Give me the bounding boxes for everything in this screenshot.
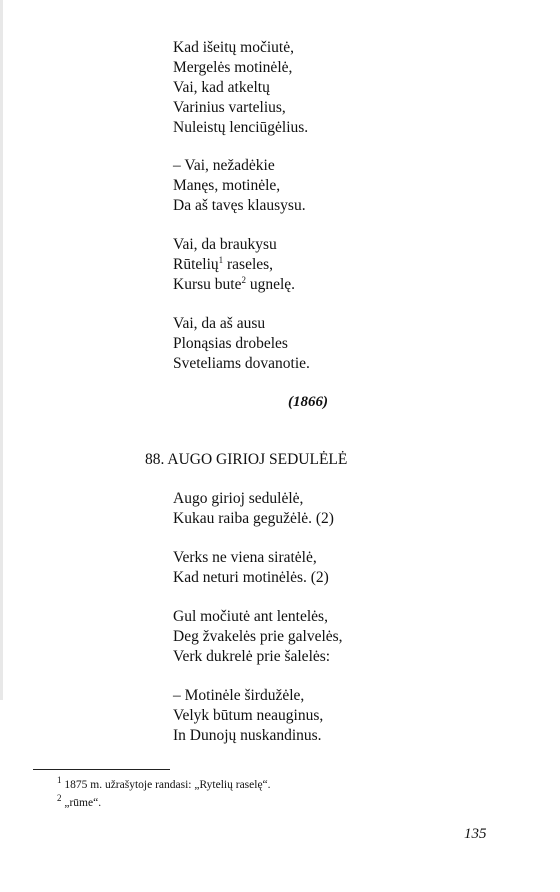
verse-line-with-footnote (173, 275, 295, 295)
footnote-divider (33, 769, 170, 770)
poem88-stanza-4 (173, 686, 323, 746)
verse-line: Da aš tavęs klausysu. (173, 197, 306, 214)
poem88-stanza-3 (173, 607, 343, 667)
verse-line: Deg žvakelės prie galvelės, (173, 628, 343, 645)
verse-line: – Motinėle širdužėle, (173, 687, 305, 704)
verse-line: Vai, da aš ausu (173, 315, 266, 332)
verse-line: Vai, da braukysu (173, 236, 277, 253)
verse-line: Augo girioj sedulėlė, (173, 490, 304, 507)
poem88-stanza-1 (173, 489, 334, 529)
stanza-4 (173, 314, 310, 374)
stanza-1 (173, 38, 308, 138)
verse-text: Rūtelių (173, 256, 219, 273)
verse-line-with-footnote (173, 255, 295, 275)
page-gutter-shadow (0, 0, 3, 700)
verse-line: Kad neturi motinėlės. (2) (173, 569, 329, 586)
stanza-2 (173, 156, 306, 216)
poem88-stanza-2 (173, 548, 329, 588)
verse-line: In Dunojų nuskandinus. (173, 727, 322, 744)
footnote-number: 1 (57, 775, 62, 786)
verse-line: Varinius vartelius, (173, 99, 286, 116)
verse-line: Verk dukrelė prie šalelės: (173, 648, 331, 665)
footnote-1 (57, 775, 271, 791)
verse-line: Nuleistų lenciūgėlius. (173, 119, 309, 136)
footnote-number: 2 (57, 793, 62, 804)
verse-line: Manęs, motinėle, (173, 177, 281, 194)
verse-line: Sveteliams dovanotie. (173, 355, 310, 372)
verse-line: Verks ne viena siratėlė, (173, 549, 317, 566)
page-number: 135 (464, 826, 487, 842)
poem-heading: 88. AUGO GIRIOJ SEDULĖLĖ (145, 451, 348, 468)
verse-text: Kursu bute (173, 276, 242, 293)
verse-line: – Vai, nežadėkie (173, 157, 275, 174)
verse-line: Gul močiutė ant lentelės, (173, 608, 328, 625)
poem-date: (1866) (288, 394, 328, 410)
verse-line: Kad išeitų močiutė, (173, 39, 294, 56)
verse-line: Plonąsias drobeles (173, 335, 288, 352)
stanza-3 (173, 235, 295, 295)
verse-line: Vai, kad atkeltų (173, 79, 270, 96)
footnote-marker-2[interactable]: 2 (241, 274, 246, 285)
footnote-text: „rūme“. (64, 797, 102, 809)
footnote-2 (57, 793, 102, 809)
verse-line: Velyk būtum neauginus, (173, 707, 324, 724)
footnote-marker-1[interactable]: 1 (218, 254, 224, 265)
verse-text: raseles, (227, 256, 274, 273)
verse-text: ugnelę. (249, 276, 296, 293)
verse-line: Mergelės motinėlė, (173, 59, 293, 76)
footnote-text: 1875 m. užrašytoje randasi: „Rytelių raselę“. (64, 779, 271, 791)
verse-line: Kukau raiba gegužėlė. (2) (173, 510, 334, 527)
